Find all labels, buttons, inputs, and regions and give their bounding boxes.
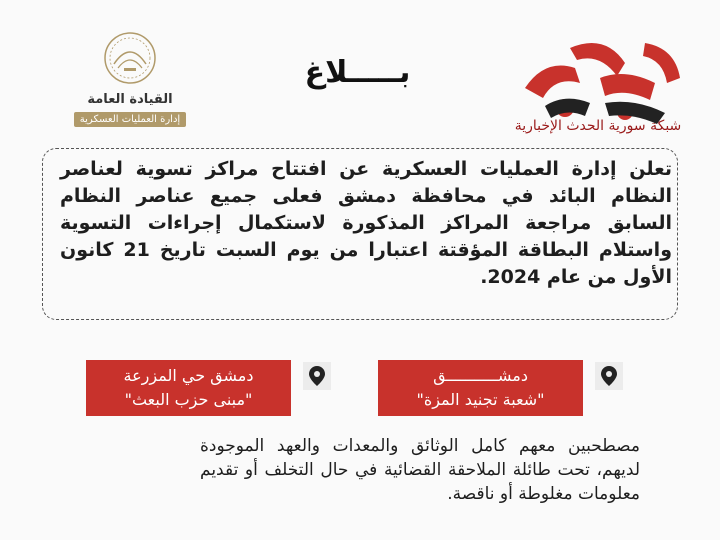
location-line2: "شعبة تجنيد المزة" bbox=[416, 390, 545, 409]
location-line2: "مبنى حزب البعث" bbox=[124, 390, 253, 409]
location-label bbox=[86, 360, 291, 416]
location-tag-mezzeh bbox=[378, 358, 623, 416]
general-command-logo bbox=[70, 30, 190, 127]
location-label bbox=[378, 360, 583, 416]
al-hadath-caption: شبكة سورية الحدث الإخبارية bbox=[514, 118, 682, 134]
notice-body: تعلن إدارة العمليات العسكرية عن افتتاح مراكز تسوية لعناصر النظام البائد في محافظة دمشق فعلى جميع عناصر النظام السابق مراجعة المراكز المذكورة لاستكمال إجراءات التسوية واستلام البطاقة المؤقتة اعتبارا من يوم السبت تاريخ 21 كانون الأول من عام 2024. bbox=[60, 158, 673, 288]
location-pin-icon bbox=[595, 362, 623, 390]
location-line1: دمشق حي المزرعة bbox=[123, 366, 254, 385]
general-command-subtitle: إدارة العمليات العسكرية bbox=[74, 112, 186, 127]
location-pin-icon bbox=[303, 362, 331, 390]
page-title: بـــــلاغ bbox=[304, 55, 411, 90]
footer-body: مصطحبين معهم كامل الوثائق والمعدات والعهد الموجودة لديهم، تحت طائلة الملاحقة القضائية في حال التخلف أو تقديم معلومات مغلوطة أو ناقصة. bbox=[200, 436, 640, 504]
location-line1: دمشـــــــــــق bbox=[433, 366, 528, 385]
location-tag-mazraa bbox=[86, 358, 331, 416]
general-command-title: القيادة العامة bbox=[87, 92, 173, 107]
general-command-emblem-icon bbox=[102, 30, 158, 86]
